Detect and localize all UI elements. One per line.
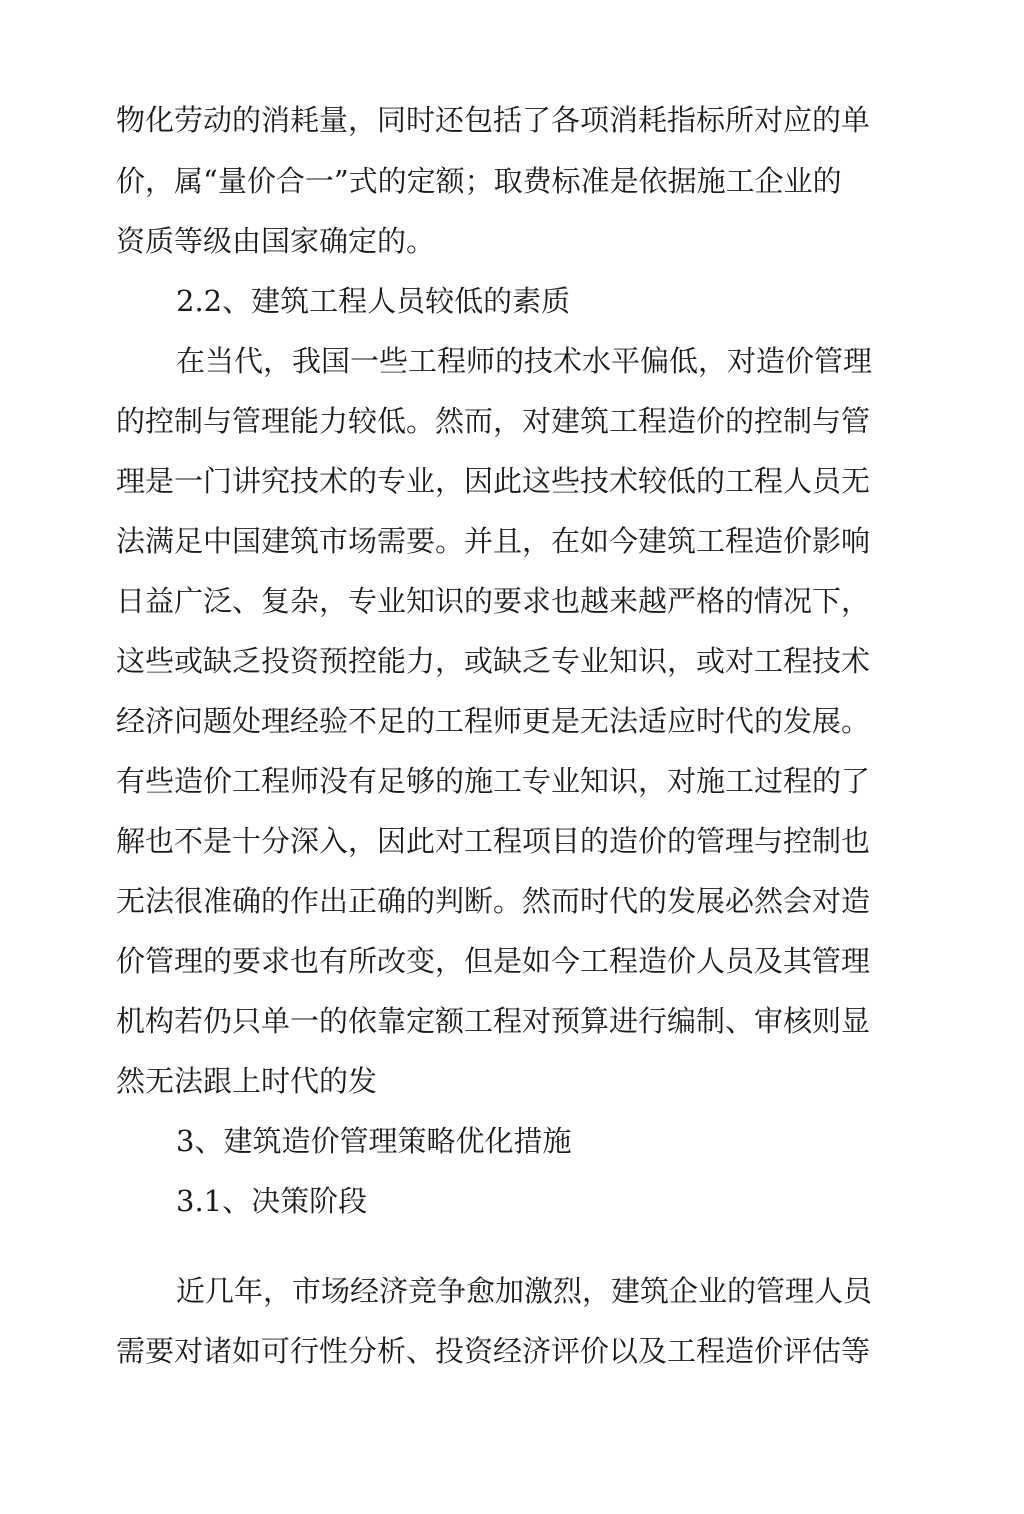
text-line: 的控制与管理能力较低。然而，对建筑工程造价的控制与管 (116, 404, 871, 438)
section-heading: 2.2、建筑工程人员较低的素质 (176, 284, 571, 318)
text-line: 需要对诸如可行性分析、投资经济评价以及工程造价评估等 (116, 1334, 871, 1368)
text-line: 资质等级由国家确定的。 (116, 224, 436, 258)
section-heading: 3.1、决策阶段 (176, 1184, 368, 1218)
text-line: 近几年，市场经济竞争愈加激烈，建筑企业的管理人员 (176, 1274, 873, 1308)
text-line: 日益广泛、复杂，专业知识的要求也越来越严格的情况下， (116, 584, 871, 618)
text-line: 无法很准确的作出正确的判断。然而时代的发展必然会对造 (116, 884, 871, 918)
text-line: 经济问题处理经验不足的工程师更是无法适应时代的发展。 (116, 704, 871, 738)
text-line: 然无法跟上时代的发 (116, 1064, 378, 1098)
text-line: 这些或缺乏投资预控能力，或缺乏专业知识，或对工程技术 (116, 644, 871, 678)
text-line: 机构若仍只单一的依靠定额工程对预算进行编制、审核则显 (116, 1004, 871, 1038)
text-line: 理是一门讲究技术的专业，因此这些技术较低的工程人员无 (116, 464, 871, 498)
text-line: 法满足中国建筑市场需要。并且，在如今建筑工程造价影响 (116, 524, 871, 558)
section-heading: 3、建筑造价管理策略优化措施 (176, 1124, 572, 1158)
text-line: 解也不是十分深入，因此对工程项目的造价的管理与控制也 (116, 824, 871, 858)
text-line: 有些造价工程师没有足够的施工专业知识，对施工过程的了 (116, 764, 871, 798)
text-line: 价管理的要求也有所改变，但是如今工程造价人员及其管理 (116, 944, 871, 978)
text-line: 在当代，我国一些工程师的技术水平偏低，对造价管理 (176, 344, 873, 378)
text-line: 物化劳动的消耗量，同时还包括了各项消耗指标所对应的单 (116, 103, 871, 137)
text-line: 价，属“量价合一”式的定额；取费标准是依据施工企业的 (116, 164, 842, 198)
